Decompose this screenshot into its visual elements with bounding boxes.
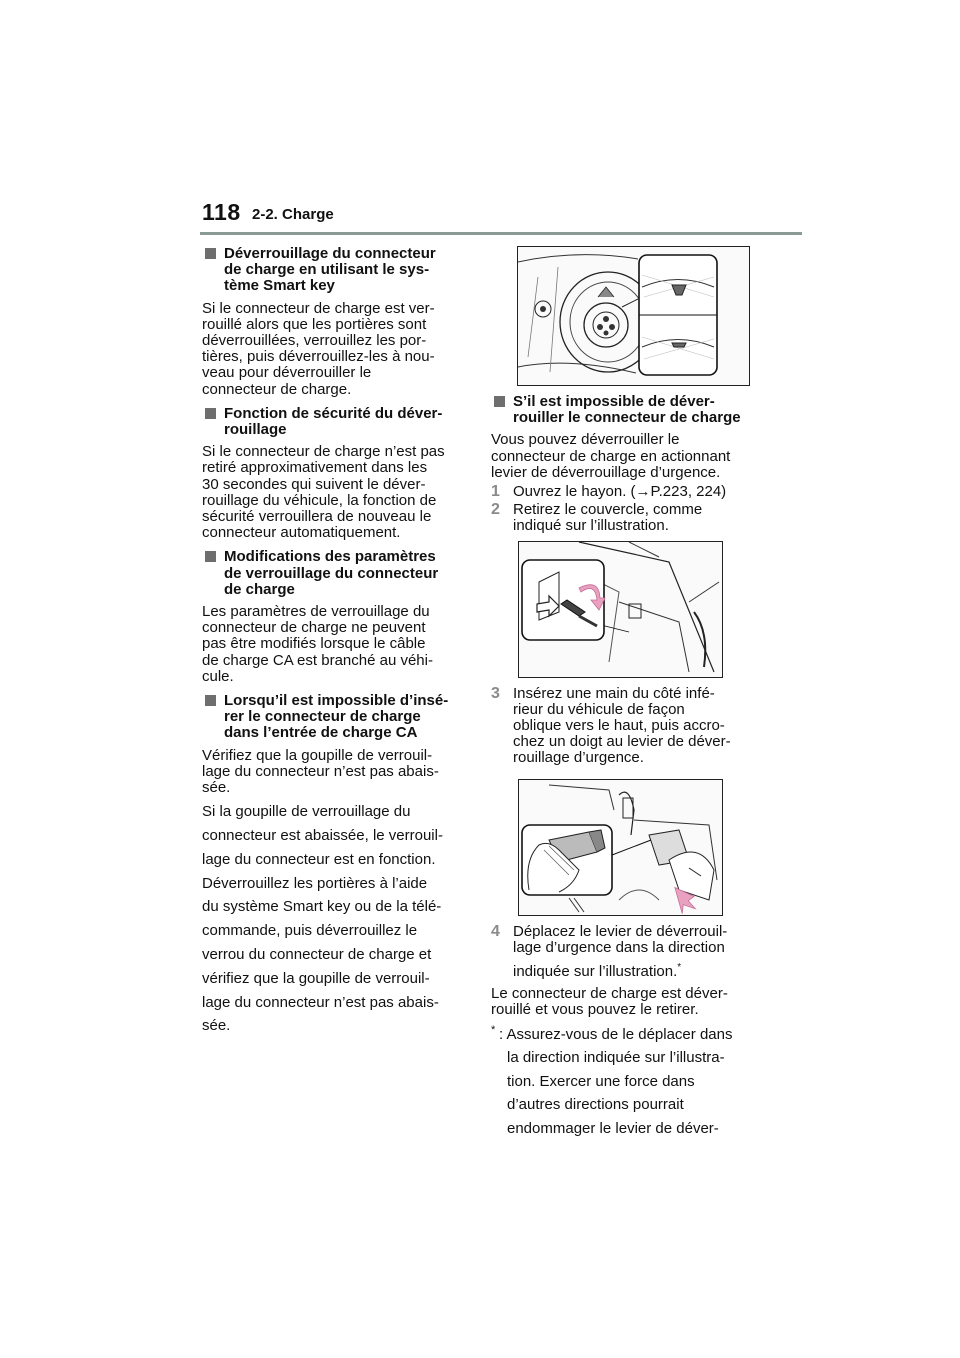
step-2: 2 Retirez le couvercle, comme indiqué sur l’illustration.	[491, 501, 703, 535]
paragraph-insert: Vérifiez que la goupille de verrouil- lage du connecteur n’est pas abais- sée.	[202, 746, 439, 797]
section-heading-unlock-fail: S’il est impossible de déver- rouiller le connecteur de charge	[491, 394, 757, 426]
footnote-mark: *	[491, 1023, 496, 1036]
footnote: * : Assurez-vous de le déplacer dans la direction indiquée sur l’illustra- tion. Exercer une force dans d’autres directions pourrait endommager le levier de déver-	[491, 1023, 757, 1141]
section-heading-insert: Lorsqu’il est impossible d’insé- rer le connecteur de charge dans l’entrée de charge CA	[202, 693, 468, 742]
pull-lever-illustration	[519, 780, 722, 915]
step-4: 4 Déplacez le levier de déverrouil- lage d’urgence dans la direction indiquée sur l’illustration.*	[491, 922, 728, 981]
figure-pull-lever	[518, 779, 723, 916]
square-bullet-icon	[205, 248, 216, 259]
square-bullet-icon	[494, 396, 505, 407]
step-number: 2	[491, 501, 500, 519]
step-number: 3	[491, 684, 500, 702]
step-number: 4	[491, 922, 500, 940]
step-number: 1	[491, 483, 500, 501]
paragraph-settings: Les paramètres de verrouillage du connecteur de charge ne peuvent pas être modifiés lorsque le câble de charge CA est branché au véhi- cule.	[202, 603, 433, 685]
right-column	[491, 246, 757, 1140]
page-number: 118	[202, 199, 241, 225]
paragraph-security: Si le connecteur de charge n’est pas retiré approximativement dans les 30 secondes qui suivent le déver- rouillage du véhicule, la fonction de sécurité verrouillera de nouveau le connecteur automatiquement.	[202, 443, 445, 542]
paragraph-unlock-result: Le connecteur de charge est déver- rouillé et vous pouvez le retirer.	[491, 985, 728, 1019]
header-rule	[200, 232, 802, 235]
charge-inlet-illustration	[518, 247, 749, 385]
paragraph-smart-key: Si le connecteur de charge est ver- rouillé alors que les portières sont déverrouillées, verrouillez les por- tières, puis déverrouillez-les à nou- veau pour déverrouiller le connecteur de charge.	[202, 299, 435, 398]
section-title: 2-2. Charge	[252, 206, 334, 223]
square-bullet-icon	[205, 408, 216, 419]
figure-charge-inlet	[517, 246, 750, 386]
left-column	[202, 246, 468, 1038]
step-3: 3 Insérez une main du côté infé- rieur du véhicule de façon oblique vers le haut, puis accro- chez un doigt au levier de déver- rouillage d’urgence.	[491, 684, 731, 767]
square-bullet-icon	[205, 551, 216, 562]
paragraph-insert-detail: Si la goupille de verrouillage du connecteur est abaissée, le verrouil- lage du connecteur est en fonction. Déverrouillez les portières à l’aide du système Smart key ou de la télé- commande, puis déverrouillez le verrou du connecteur de charge et vérifiez que la goupille de verrouil- lage du connecteur n’est pas abais- sée.	[202, 803, 443, 1035]
paragraph-unlock-intro: Vous pouvez déverrouiller le connecteur de charge en actionnant levier de déverrouillage d’urgence.	[491, 431, 731, 481]
step-1: 1 Ouvrez le hayon. (→P.223, 224)	[491, 483, 727, 501]
section-heading-security: Fonction de sécurité du déver- rouillage	[202, 406, 468, 438]
section-heading-smart-key: Déverrouillage du connecteur de charge en utilisant le sys- tème Smart key	[202, 246, 468, 295]
section-heading-settings: Modifications des paramètres de verrouillage du connecteur de charge	[202, 549, 468, 598]
figure-remove-cover	[518, 541, 723, 678]
footnote-reference: *	[677, 962, 682, 974]
square-bullet-icon	[205, 695, 216, 706]
remove-cover-illustration	[519, 542, 722, 677]
